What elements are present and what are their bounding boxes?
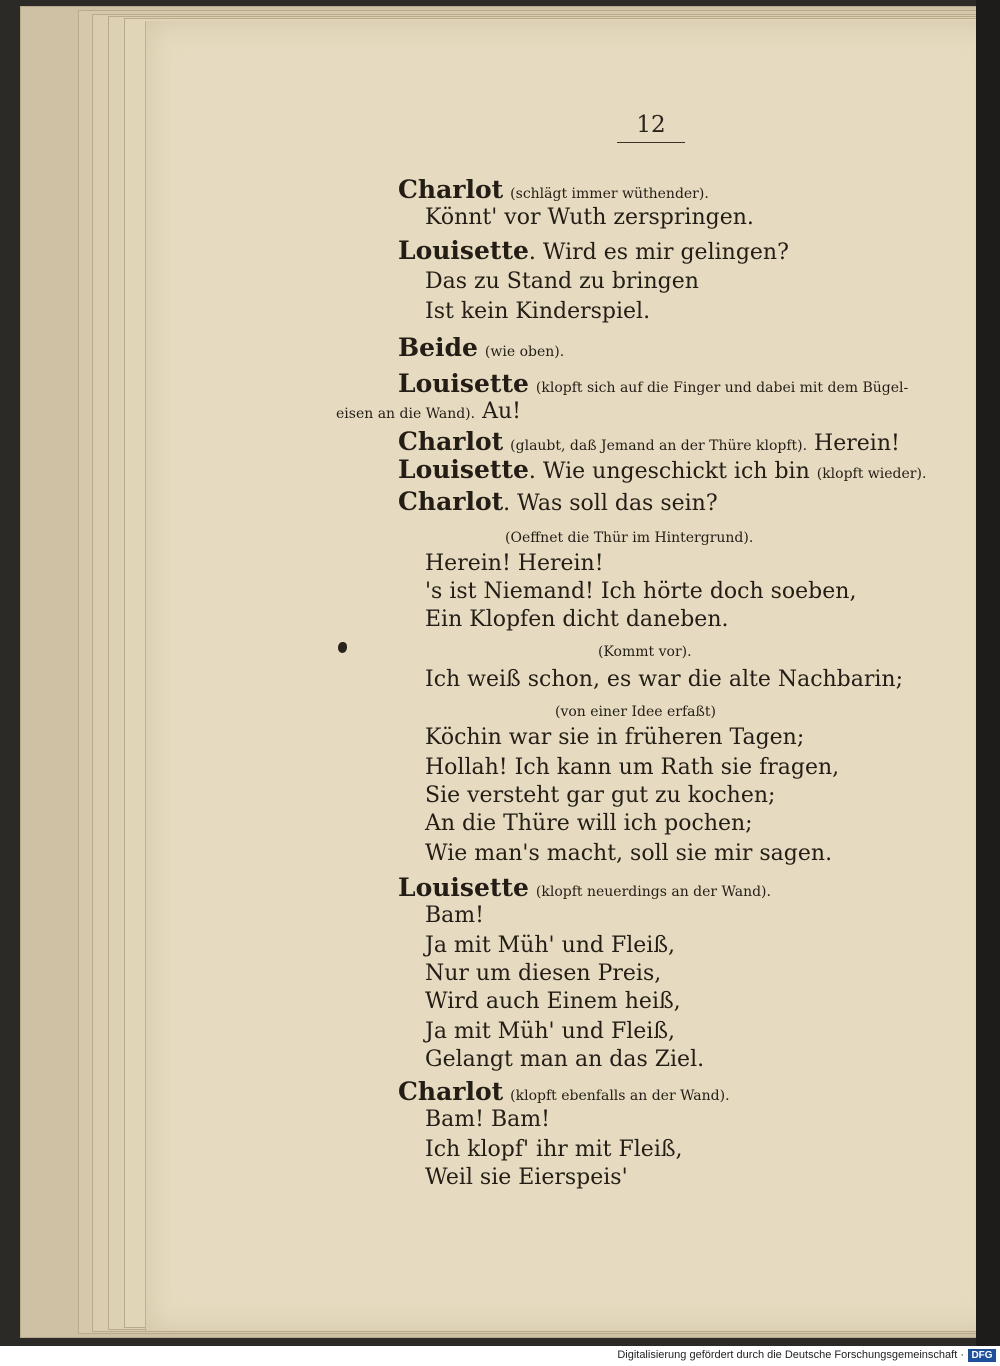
verse-line	[398, 237, 789, 267]
verse-line	[425, 1106, 550, 1134]
stage-direction: (von einer Idee erfaßt)	[555, 704, 716, 720]
verse-line	[425, 754, 839, 782]
verse-text: . Wird es mir gelingen?	[528, 240, 789, 265]
verse-text: Könnt' vor Wuth zerspringen.	[425, 205, 754, 230]
verse-text: Au!	[475, 399, 521, 424]
verse-line	[425, 810, 753, 838]
verse-line	[425, 1136, 683, 1164]
speaker-name: Beide	[398, 333, 478, 362]
verse-text: Ja mit Müh' und Fleiß,	[425, 1019, 676, 1044]
speaker-name: Charlot	[398, 175, 504, 204]
verse-line	[425, 666, 903, 694]
verse-text: . Was soll das sein?	[503, 491, 718, 516]
dfg-logo-icon: DFG	[968, 1349, 996, 1362]
verse-text: Herein!	[807, 431, 900, 456]
page-number-rule	[617, 142, 685, 143]
verse-line	[425, 902, 484, 930]
verse-text: . Wie ungeschickt ich bin	[528, 459, 810, 484]
verse-text: Köchin war sie in früheren Tagen;	[425, 725, 805, 750]
verse-line	[425, 550, 604, 578]
stage-direction: (klopft neuerdings an der Wand).	[535, 884, 771, 900]
stage-direction: (wie oben).	[484, 344, 565, 360]
speaker-name: Louisette	[398, 455, 529, 484]
speaker-name: Charlot	[398, 487, 504, 516]
verse-text: Hollah! Ich kann um Rath sie fragen,	[425, 755, 840, 780]
verse-line	[425, 1046, 704, 1074]
verse-line	[425, 782, 775, 810]
stage-direction: (klopft wieder).	[816, 466, 927, 482]
verse-line	[425, 724, 804, 752]
verse-text: Ich weiß schon, es war die alte Nachbarin;	[425, 667, 904, 692]
scan-border	[976, 0, 1000, 1346]
verse-line	[425, 204, 754, 232]
verse-line	[598, 636, 692, 666]
speaker-name: Charlot	[398, 427, 504, 456]
stage-direction: (Oeffnet die Thür im Hintergrund).	[505, 530, 754, 546]
verse-text: Bam!	[425, 903, 484, 928]
stage-direction: (Kommt vor).	[598, 644, 692, 660]
verse-line	[425, 298, 650, 326]
verse-line	[425, 932, 675, 960]
verse-text: Herein! Herein!	[425, 551, 604, 576]
verse-line	[555, 696, 716, 726]
verse-line	[425, 840, 832, 868]
verse-text: An die Thüre will ich pochen;	[425, 811, 753, 836]
verse-text: Ja mit Müh' und Fleiß,	[425, 933, 676, 958]
page-number: 12	[636, 112, 666, 138]
verse-line	[425, 578, 856, 606]
stage-direction: (klopft ebenfalls an der Wand).	[510, 1088, 730, 1104]
verse-text: Ein Klopfen dicht daneben.	[425, 607, 729, 632]
funding-credit: Digitalisierung gefördert durch die Deutsche Forschungsgemeinschaft ·	[617, 1349, 964, 1361]
verse-text: Ist kein Kinderspiel.	[425, 299, 651, 324]
verse-text: Gelangt man an das Ziel.	[425, 1047, 705, 1072]
verse-text: Wie man's macht, soll sie mir sagen.	[425, 841, 833, 866]
verse-text: 's ist Niemand! Ich hörte doch soeben,	[425, 579, 857, 604]
verse-text: Nur um diesen Preis,	[425, 961, 662, 986]
verse-text: Das zu Stand zu bringen	[425, 269, 699, 294]
verse-line	[505, 522, 753, 552]
speaker-name: Louisette	[398, 236, 529, 265]
verse-line	[425, 960, 661, 988]
verse-line	[398, 334, 564, 366]
verse-line	[425, 268, 699, 296]
stage-direction: (klopft sich auf die Finger und dabei mit dem Bügel-	[535, 380, 909, 396]
speaker-name: Charlot	[398, 1077, 504, 1106]
verse-text: Bam! Bam!	[425, 1107, 550, 1132]
verse-line	[425, 1164, 628, 1192]
verse-line	[425, 606, 728, 634]
verse-line	[336, 398, 521, 428]
verse-text: Wird auch Einem heiß,	[425, 989, 681, 1014]
stage-direction: (glaubt, daß Jemand an der Thüre klopft).	[510, 438, 808, 454]
verse-line	[425, 1018, 675, 1046]
ink-spot	[338, 642, 347, 653]
speaker-name: Louisette	[398, 873, 529, 902]
speaker-name: Louisette	[398, 369, 529, 398]
verse-line	[398, 488, 718, 518]
verse-text: Weil sie Eierspeis'	[425, 1165, 628, 1190]
verse-text: Ich klopf' ihr mit Fleiß,	[425, 1137, 683, 1162]
verse-line	[398, 456, 926, 488]
scan-footer	[0, 1346, 1000, 1366]
stage-direction: (schlägt immer wüthender).	[510, 186, 709, 202]
verse-line	[425, 988, 681, 1016]
stage-direction: eisen an die Wand).	[336, 406, 476, 422]
verse-text: Sie versteht gar gut zu kochen;	[425, 783, 776, 808]
